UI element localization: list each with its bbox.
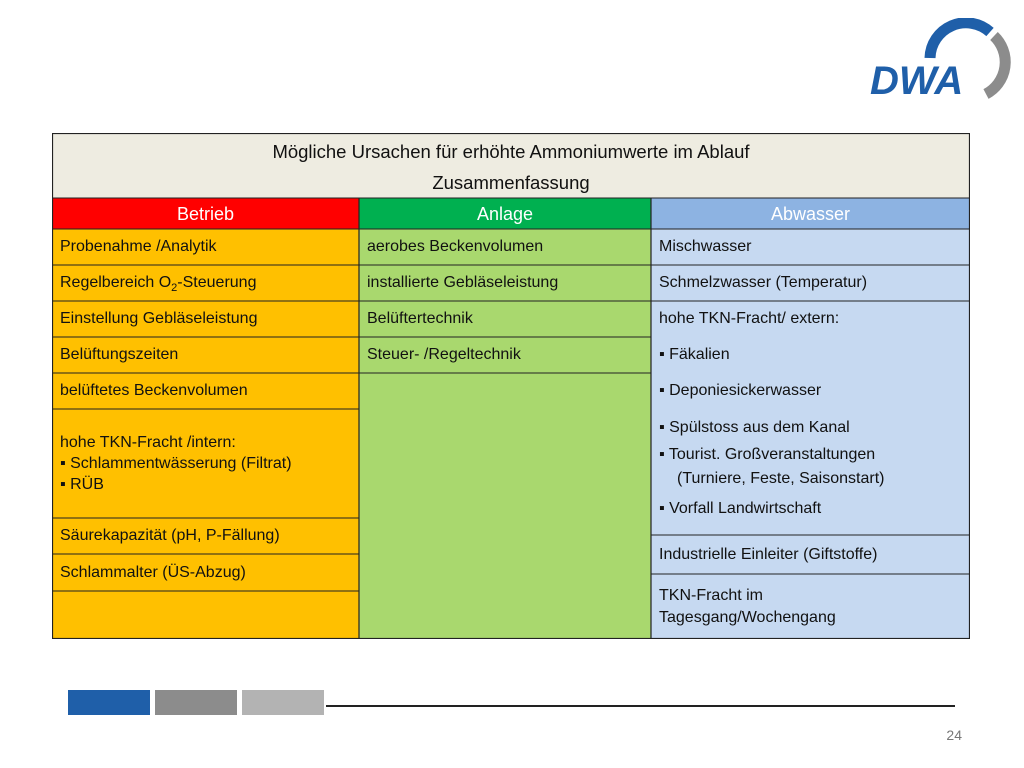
logo-text: DWA [870, 59, 964, 100]
table-title [52, 135, 970, 198]
abwasser-tkn-extern-item-tourist-detail: (Turniere, Feste, Saisonstart) [677, 470, 885, 487]
betrieb-cell-einstellung: Einstellung Gebläseleistung [60, 310, 258, 327]
anlage-cell-geblaeseleistung: installierte Gebläseleistung [367, 274, 559, 291]
betrieb-cell-belueftungszeiten: Belüftungszeiten [60, 346, 179, 363]
betrieb-tkn-intern-heading: hohe TKN-Fracht /intern: [60, 434, 236, 451]
header-betrieb: Betrieb [176, 203, 235, 224]
table-title-line1: Mögliche Ursachen für erhöhte Ammoniumwerte im Ablauf [272, 140, 750, 162]
footer-bar-grey [155, 690, 237, 715]
abwasser-cell-schmelzwasser: Schmelzwasser (Temperatur) [659, 274, 868, 291]
header-abwasser: Abwasser [770, 203, 851, 224]
betrieb-cell-beckenvolumen: belüftetes Beckenvolumen [60, 382, 248, 399]
betrieb-tkn-intern-item2: ▪ RÜB [60, 476, 104, 493]
betrieb-cell-tkn-intern [52, 409, 359, 518]
summary-table [52, 133, 970, 639]
abwasser-cell-mischwasser: Mischwasser [659, 238, 752, 255]
abwasser-tkn-extern-item-landwirtschaft: ▪ Vorfall Landwirtschaft [659, 500, 822, 517]
abwasser-cell-tkn-extern [651, 301, 970, 535]
footer-bar-blue [68, 690, 150, 715]
anlage-cell-beckenvolumen: aerobes Beckenvolumen [367, 238, 544, 255]
footer-bar-light-grey [242, 690, 324, 715]
abwasser-tkn-extern-item-deponie: ▪ Deponiesickerwasser [659, 382, 822, 399]
betrieb-regelbereich-sub: 2 [171, 282, 178, 295]
betrieb-regelbereich-suffix: -Steuerung [177, 274, 257, 291]
betrieb-cell-probenahme: Probenahme /Analytik [60, 238, 217, 255]
anlage-cell-regeltechnik: Steuer- /Regeltechnik [367, 346, 521, 363]
abwasser-tkn-extern-heading: hohe TKN-Fracht/ extern: [659, 310, 840, 327]
anlage-cell-belueftertechnik: Belüftertechnik [367, 310, 473, 327]
abwasser-tkn-tagesgang-line2: Tagesgang/Wochengang [659, 608, 836, 626]
betrieb-cell-schlammalter: Schlammalter (ÜS-Abzug) [60, 563, 246, 581]
betrieb-regelbereich-text: Regelbereich O [60, 274, 172, 291]
abwasser-cell-tkn-tagesgang [651, 574, 970, 639]
betrieb-tkn-intern-item1: ▪ Schlammentwässerung (Filtrat) [60, 455, 292, 472]
dwa-logo [868, 18, 1012, 100]
abwasser-tkn-extern-item-faekalien: ▪ Fäkalien [659, 346, 730, 363]
abwasser-tkn-tagesgang-line1: TKN-Fracht im [659, 586, 763, 604]
betrieb-cell-regelbereich [52, 265, 359, 301]
table-title-line2: Zusammenfassung [432, 171, 590, 193]
footer-divider [326, 705, 955, 707]
abwasser-tkn-extern-item-spuelstoss: ▪ Spülstoss aus dem Kanal [659, 419, 850, 436]
page-number: 24 [946, 727, 962, 743]
abwasser-cell-industrie: Industrielle Einleiter (Giftstoffe) [659, 545, 878, 563]
betrieb-cell-saeurekapazitaet: Säurekapazität (pH, P-Fällung) [60, 527, 280, 544]
abwasser-tkn-extern-item-tourist: ▪ Tourist. Großveranstaltungen [659, 446, 876, 463]
header-anlage: Anlage [476, 203, 534, 224]
